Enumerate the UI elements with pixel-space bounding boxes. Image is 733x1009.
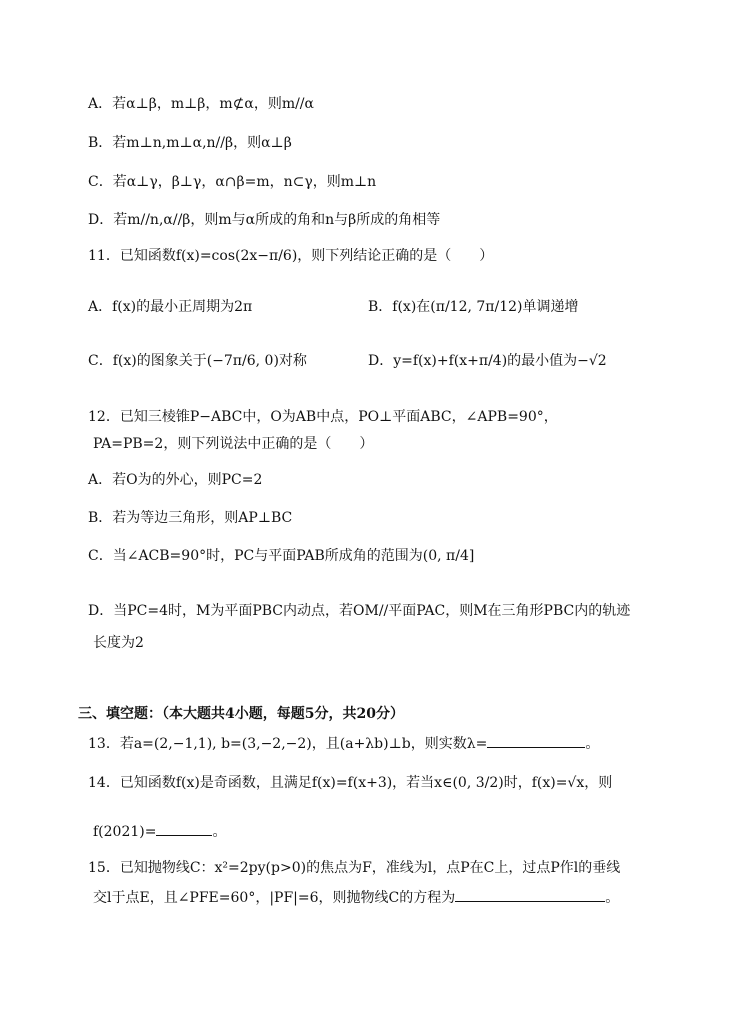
- q15-answer-blank: [455, 887, 605, 902]
- q15-end: 。: [605, 890, 620, 906]
- q15-line2-text: 交l于点E，且∠PFE=60°，|PF|=6，则抛物线C的方程为: [93, 890, 456, 906]
- q12-option-b: B．若为等边三角形，则AP⊥BC: [88, 510, 293, 526]
- q10-option-a: A．若α⊥β，m⊥β，m⊄α，则m//α: [88, 96, 314, 112]
- q12-stem-line1: 12．已知三棱锥P−ABC中，O为AB中点，PO⊥平面ABC，∠APB=90°，: [88, 409, 558, 425]
- q13: [88, 733, 599, 754]
- q11-option-c: C．f(x)的图象关于(−7π/6, 0)对称: [88, 353, 307, 369]
- q10-option-d: D．若m//n,α//β，则m与α所成的角和n与β所成的角相等: [88, 212, 441, 228]
- q10-option-c: C．若α⊥γ，β⊥γ，α∩β=m，n⊂γ，则m⊥n: [88, 174, 377, 190]
- q12-option-c: C．当∠ACB=90°时，PC与平面PAB所成角的范围为(0, π/4]: [88, 548, 475, 564]
- q10-option-b: B．若m⊥n,m⊥α,n//β，则α⊥β: [88, 135, 292, 151]
- q14-line2: [93, 821, 226, 842]
- q12-option-a: A．若O为的外心，则PC=2: [88, 472, 263, 488]
- q13-answer-blank: [487, 733, 585, 748]
- q14-line1: 14．已知函数f(x)是奇函数，且满足f(x)=f(x+3)，若当x∈(0, 3/2)时，f(x)=√x，则: [88, 775, 613, 791]
- q11-option-b: B．f(x)在(π/12, 7π/12)单调递增: [368, 299, 579, 315]
- q12-stem-line2: PA=PB=2，则下列说法中正确的是（ ）: [93, 436, 374, 452]
- q14-answer-blank: [156, 821, 212, 836]
- q15-line1: 15．已知抛物线C：x²=2py(p>0)的焦点为F，准线为l，点P在C上，过点P作l的垂线: [88, 860, 621, 876]
- q12-option-d-line2: 长度为2: [93, 635, 144, 651]
- q13-end: 。: [585, 736, 600, 752]
- q14-line2-text: f(2021)=: [93, 824, 157, 840]
- q14-end: 。: [212, 824, 227, 840]
- q15-line2: [93, 887, 619, 908]
- q11-option-a: A．f(x)的最小正周期为2π: [88, 299, 253, 315]
- q12-option-d-line1: D．当PC=4时，M为平面PBC内动点，若OM//平面PAC，则M在三角形PBC内的轨迹: [88, 603, 631, 619]
- q13-text: 13．若a=(2,−1,1), b=(3,−2,−2)，且(a+λb)⊥b，则实数λ=: [88, 736, 488, 752]
- q11-option-d: D．y=f(x)+f(x+π/4)的最小值为−√2: [368, 353, 607, 369]
- q11-stem: 11．已知函数f(x)=cos(2x−π/6)，则下列结论正确的是（ ）: [88, 248, 494, 264]
- section-heading-fill-blank: 三、填空题：（本大题共4小题，每题5分，共20分）: [78, 706, 404, 722]
